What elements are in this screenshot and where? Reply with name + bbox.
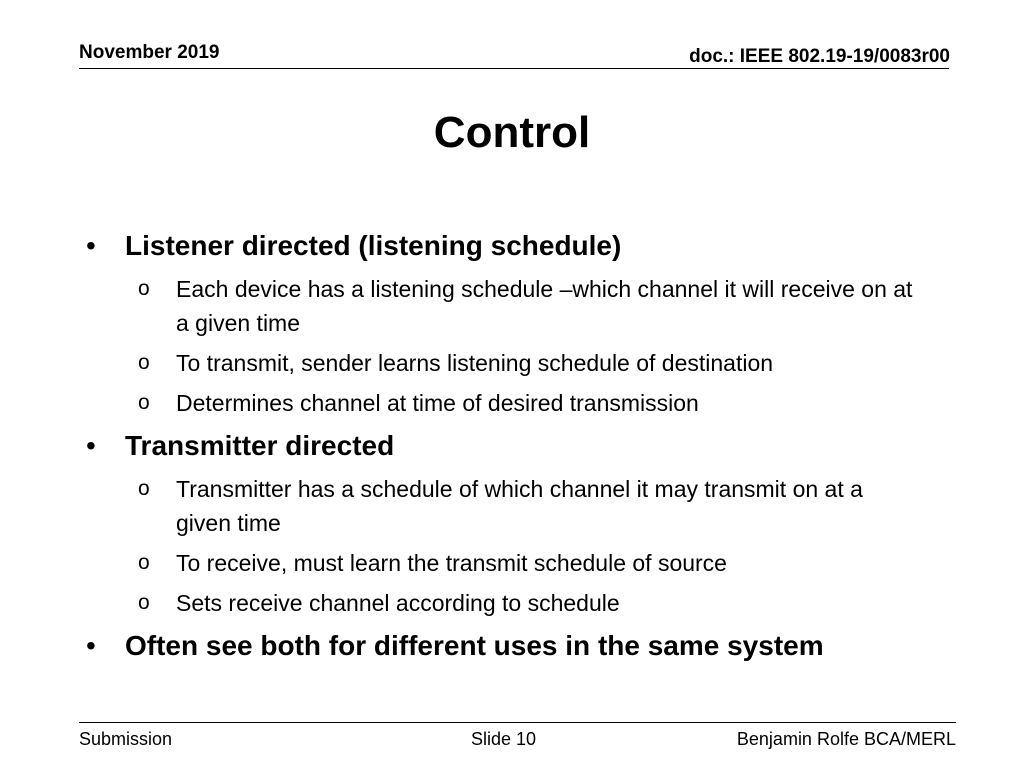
sub-bullet-text: Transmitter has a schedule of which channel it may transmit on at a given time [176,476,863,536]
sub-bullet-text: To receive, must learn the transmit schedule of source [176,550,727,576]
sub-bullet-item [83,272,916,340]
section-listener-directed [83,226,943,420]
footer-submission: Submission [79,729,173,749]
bullet-icon: • [86,230,96,261]
header-divider [79,68,949,69]
document-id: doc.: IEEE 802.19-19/0083r00 [689,46,950,67]
sub-bullet-item [83,346,916,380]
bullet-icon: • [86,430,96,461]
sub-bullet-item [83,472,916,540]
sub-bullet-icon: o [138,591,150,614]
sub-bullet-icon: o [138,391,150,414]
header-date: November 2019 [79,42,220,63]
bullet-text: Often see both for different uses in the same system [125,630,824,661]
bullet-item [83,426,943,466]
section-summary [83,626,943,666]
bullet-icon: • [86,630,96,661]
sub-bullet-list [83,272,943,420]
sub-bullet-item [83,546,916,580]
sub-bullet-text: Each device has a listening schedule –which channel it will receive on at a given time [176,276,913,336]
sub-bullet-icon: o [138,351,150,374]
bullet-text: Transmitter directed [125,430,395,461]
sub-bullet-list [83,472,943,620]
sub-bullet-item [83,386,916,420]
sub-bullet-icon: o [138,277,150,300]
slide-number: Slide 10 [471,729,537,749]
sub-bullet-text: Determines channel at time of desired transmission [176,390,699,416]
slide-title: Control [433,108,591,157]
slide-body [83,226,943,672]
footer-divider [79,722,956,723]
bullet-item [83,626,943,666]
sub-bullet-text: To transmit, sender learns listening schedule of destination [176,350,774,376]
footer-author: Benjamin Rolfe BCA/MERL [736,729,956,749]
bullet-text: Listener directed (listening schedule) [125,230,622,261]
sub-bullet-text: Sets receive channel according to schedule [176,590,620,616]
bullet-item [83,226,943,266]
section-transmitter-directed [83,426,943,620]
sub-bullet-icon: o [138,551,150,574]
sub-bullet-icon: o [138,477,150,500]
sub-bullet-item [83,586,916,620]
